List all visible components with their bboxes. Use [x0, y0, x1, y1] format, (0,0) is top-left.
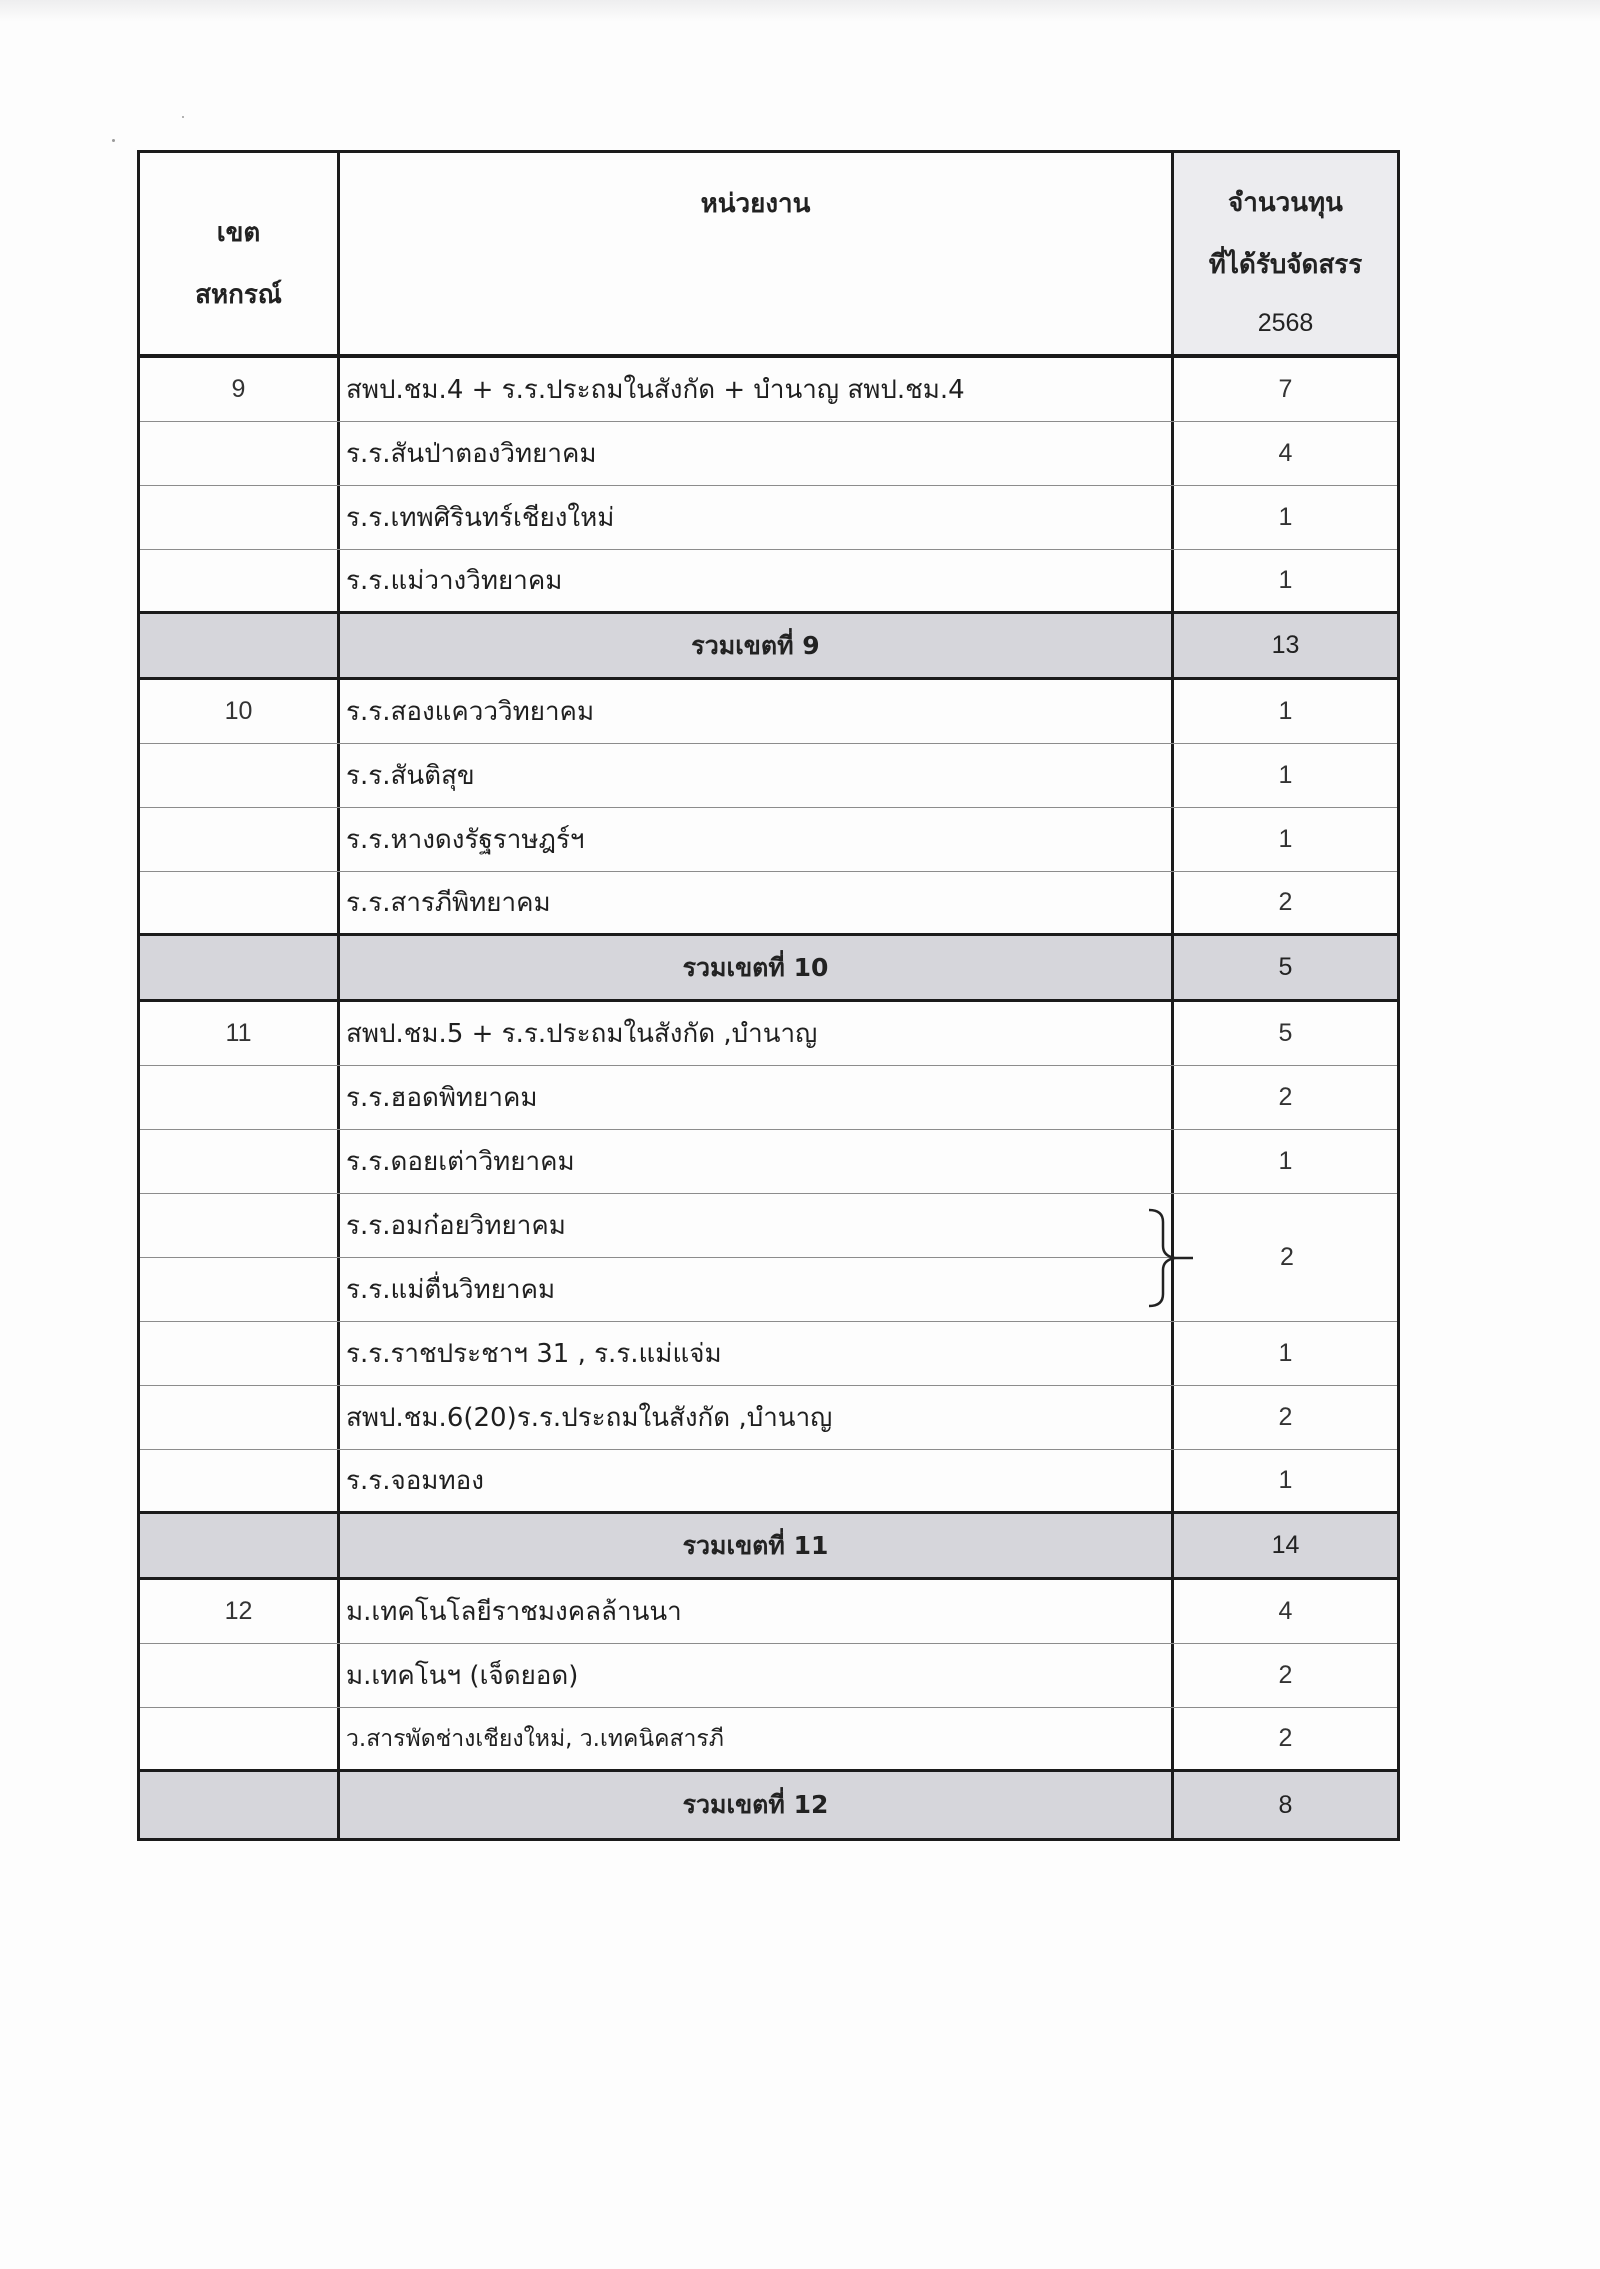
unit-name: ม.เทคโนฯ (เจ็ดยอด) — [346, 1661, 579, 1691]
fund-count: 5 — [1278, 1019, 1293, 1047]
unit-name: ร.ร.ฮอดพิทยาคม — [346, 1083, 538, 1113]
table-row — [140, 1644, 1397, 1708]
fund-count: 1 — [1278, 825, 1293, 853]
zone-header-line1: เขต — [216, 217, 261, 248]
table-row — [140, 1066, 1397, 1130]
zone-number: 11 — [225, 1019, 252, 1047]
funds-header-line2: ที่ได้รับจัดสรร — [1208, 249, 1363, 280]
table-row — [140, 1450, 1397, 1514]
fund-count: 2 — [1280, 1243, 1294, 1271]
zone-total-label: รวมเขตที่ 9 — [691, 630, 820, 660]
zone-total-value: 14 — [1271, 1531, 1300, 1559]
fund-count: 7 — [1278, 375, 1293, 403]
fund-count: 1 — [1278, 1339, 1293, 1367]
unit-name: ร.ร.แม่วางวิทยาคม — [346, 566, 563, 596]
table-row — [140, 872, 1397, 936]
fund-count: 2 — [1278, 1724, 1293, 1752]
fund-count: 1 — [1278, 1466, 1293, 1494]
table-row — [140, 358, 1397, 422]
zone-header — [140, 153, 340, 354]
table-row — [140, 1708, 1397, 1772]
funds-header — [1174, 153, 1397, 354]
unit-name: สพป.ชม.6(20)ร.ร.ประถมในสังกัด ,บำนาญ — [346, 1403, 833, 1433]
table-row — [140, 1580, 1397, 1644]
fund-count: 2 — [1278, 1083, 1293, 1111]
unit-name: ร.ร.หางดงรัฐราษฎร์ฯ — [346, 825, 585, 855]
funds-allocation-table — [137, 150, 1400, 1841]
fund-count: 1 — [1278, 761, 1293, 789]
zone-total-row — [140, 936, 1397, 1002]
fund-count: 1 — [1278, 566, 1293, 594]
zone-total-row — [140, 1772, 1397, 1838]
unit-name: ร.ร.แม่ตื่นวิทยาคม — [346, 1275, 556, 1305]
unit-name: ว.สารพัดช่างเชียงใหม่, ว.เทคนิคสารภี — [346, 1725, 724, 1752]
zone-total-value: 13 — [1271, 631, 1300, 659]
scan-shadow — [0, 0, 1600, 22]
brace-icon — [1147, 1208, 1197, 1308]
merged-count-cell — [1177, 1194, 1397, 1322]
unit-name: ร.ร.สองแควววิทยาคม — [346, 697, 595, 727]
table-row — [140, 422, 1397, 486]
zone-number: 12 — [224, 1597, 253, 1625]
table-row — [140, 1386, 1397, 1450]
zone-total-row — [140, 614, 1397, 680]
fund-count: 2 — [1278, 888, 1293, 916]
merged-row-group — [140, 1194, 1397, 1322]
unit-name: ร.ร.สันป่าตองวิทยาคม — [346, 439, 597, 469]
unit-header — [340, 153, 1174, 354]
unit-name: สพป.ชม.5 + ร.ร.ประถมในสังกัด ,บำนาญ — [346, 1019, 818, 1049]
fund-count: 4 — [1278, 1597, 1293, 1625]
table-row — [140, 486, 1397, 550]
zone-number: 9 — [231, 375, 246, 403]
unit-name: สพป.ชม.4 + ร.ร.ประถมในสังกัด + บำนาญ สพป.ชม.4 — [346, 375, 965, 405]
table-row — [140, 550, 1397, 614]
funds-header-year: 2568 — [1257, 308, 1314, 337]
table-row — [140, 1322, 1397, 1386]
unit-name: ม.เทคโนโลยีราชมงคลล้านนา — [346, 1597, 682, 1627]
zone-header-line2: สหกรณ์ — [195, 279, 282, 310]
unit-name: ร.ร.สารภีพิทยาคม — [346, 888, 551, 918]
zone-total-label: รวมเขตที่ 11 — [682, 1530, 829, 1560]
unit-name: ร.ร.สันติสุข — [346, 761, 475, 791]
unit-header-label: หน่วยงาน — [700, 189, 811, 219]
fund-count: 1 — [1278, 697, 1293, 725]
zone-total-label: รวมเขตที่ 12 — [682, 1790, 829, 1819]
zone-total-value: 5 — [1278, 953, 1293, 981]
table-header — [140, 153, 1397, 358]
fund-count: 1 — [1278, 1147, 1293, 1175]
table-row — [140, 744, 1397, 808]
zone-total-value: 8 — [1278, 1790, 1293, 1819]
table-row — [140, 1002, 1397, 1066]
fund-count: 2 — [1278, 1661, 1293, 1689]
table-row — [140, 680, 1397, 744]
scan-speck — [112, 139, 115, 142]
zone-number: 10 — [224, 697, 253, 725]
fund-count: 4 — [1278, 439, 1293, 467]
zone-total-row — [140, 1514, 1397, 1580]
zone-total-label: รวมเขตที่ 10 — [682, 952, 829, 982]
table-row — [140, 1130, 1397, 1194]
unit-name: ร.ร.ดอยเต่าวิทยาคม — [346, 1147, 575, 1177]
unit-name: ร.ร.ราชประชาฯ 31 , ร.ร.แม่แจ่ม — [346, 1339, 722, 1369]
scan-speck — [182, 116, 184, 118]
fund-count: 1 — [1278, 503, 1293, 531]
table-row — [140, 808, 1397, 872]
fund-count: 2 — [1278, 1403, 1293, 1431]
unit-name: ร.ร.เทพศิรินทร์เชียงใหม่ — [346, 503, 615, 533]
unit-name: ร.ร.จอมทอง — [346, 1466, 484, 1496]
funds-header-line1: จำนวนทุน — [1228, 187, 1343, 218]
unit-name: ร.ร.อมก๋อยวิทยาคม — [346, 1211, 566, 1241]
